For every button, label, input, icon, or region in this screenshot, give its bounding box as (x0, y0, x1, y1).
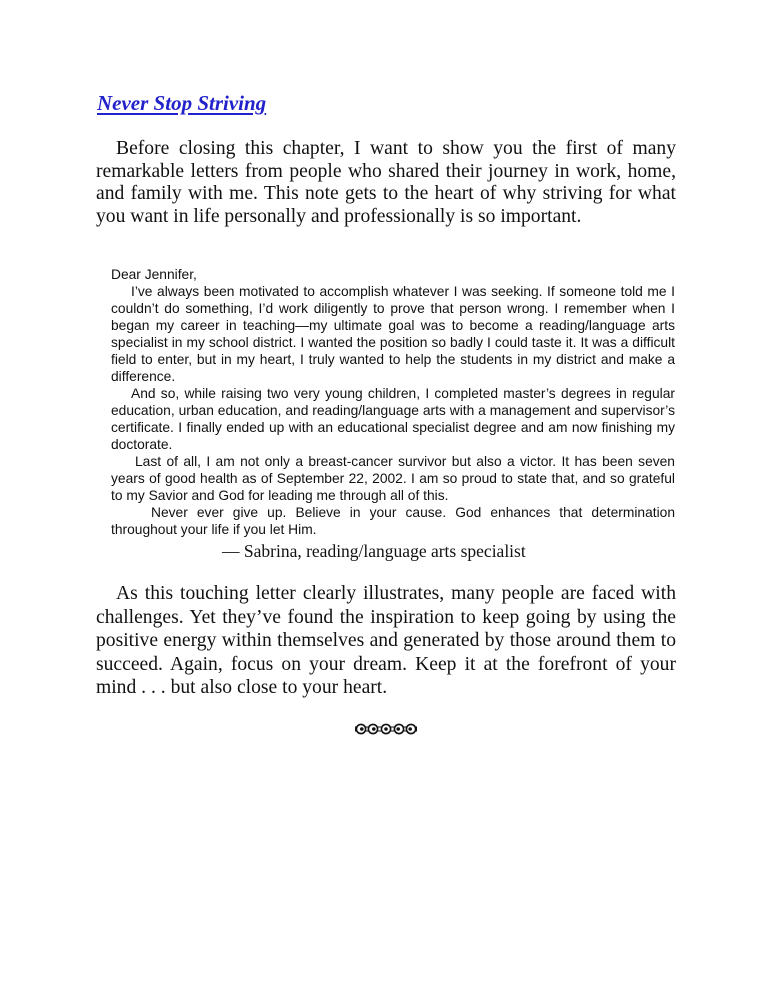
letter-paragraph-3: Last of all, I am not only a breast-cancer survivor but also a victor. It has been seven years of good health as of September 22, 2002. I am so proud to state that, and so grateful to my Savior and God for leading me through all of this. (111, 454, 675, 503)
quoted-letter (111, 266, 675, 538)
letter-paragraph-4: Never ever give up. Believe in your cause. God enhances that determination throughout your life if you let Him. (111, 505, 675, 537)
letter-salutation: Dear Jennifer, (111, 267, 197, 282)
letter-paragraph-1: I’ve always been motivated to accomplish whatever I was seeking. If someone told me I couldn’t do something, I’d work diligently to prove that person wrong. I remember when I began my career in teaching—my ultimate goal was to become a reading/language arts specialist in my school district. I wanted the position so badly I could taste it. It was a difficult field to enter, but in my heart, I truly wanted to help the students in my district and make a difference. (111, 284, 675, 384)
section-heading-link[interactable]: Never Stop Striving (97, 91, 267, 115)
scroll-ornament-divider-icon (355, 723, 417, 735)
letter-paragraph-2: And so, while raising two very young children, I completed master’s degrees in regular education, urban education, and reading/language arts with a management and supervisor’s certificate. I finally ended up with an educational specialist degree and am now finishing my doctorate. (111, 386, 675, 452)
letter-signature: — Sabrina, reading/language arts specialist (222, 541, 526, 561)
intro-paragraph: Before closing this chapter, I want to show you the first of many remarkable letters from people who shared their journey in work, home, and family with me. This note gets to the heart of why striving for what you want in life personally and professionally is so important. (96, 138, 676, 227)
closing-paragraph: As this touching letter clearly illustrates, many people are faced with challenges. Yet they’ve found the inspiration to keep going by using the positive energy within themselves and generated by those around them to succeed. Again, focus on your dream. Keep it at the forefront of your mind . . . but also close to your heart. (96, 583, 676, 698)
